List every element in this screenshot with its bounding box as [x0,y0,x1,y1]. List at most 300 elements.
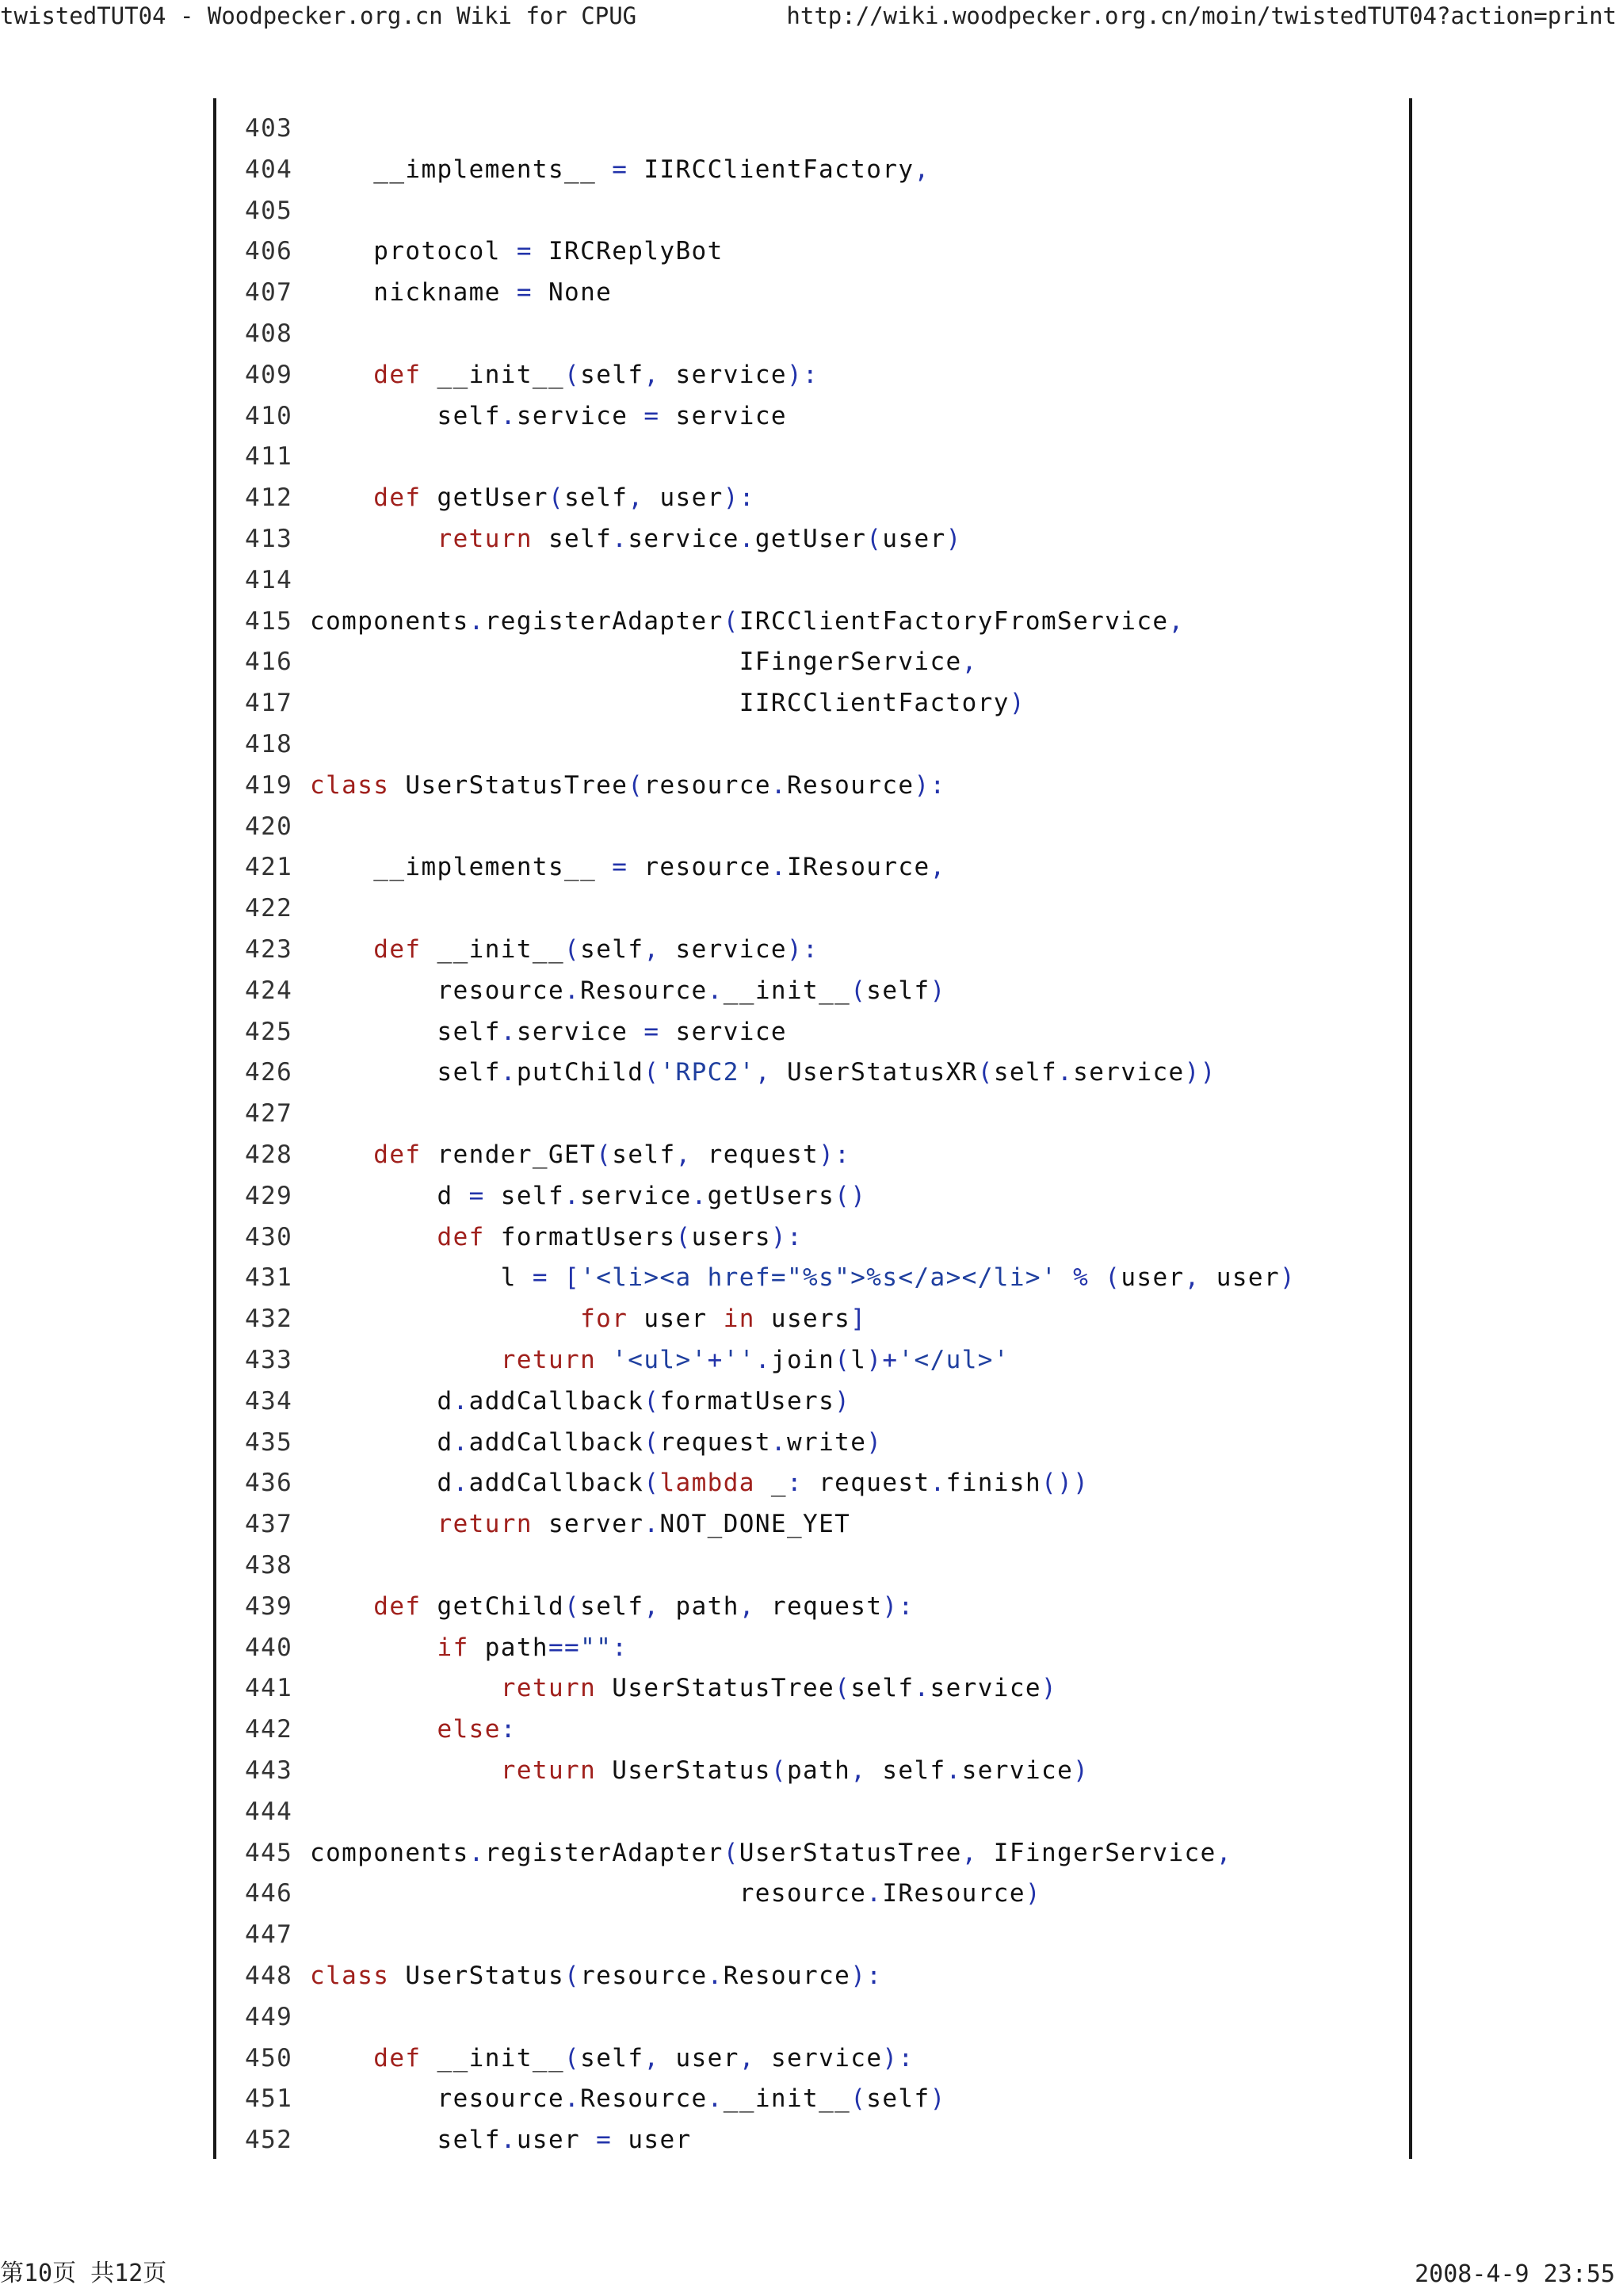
code-token: self [310,401,501,430]
code-token [1089,1263,1105,1292]
line-number: 406 [245,237,293,266]
code-token: ( [596,1140,613,1169]
page-header-url: http://wiki.woodpecker.org.cn/moin/twistedTUT04?action=print [786,2,1617,29]
code-token: "" [580,1633,613,1662]
line-number: 430 [245,1222,293,1251]
code-token: IRCReplyBot [532,237,724,266]
code-token: . [945,1756,962,1785]
code-token: , [643,2043,660,2073]
code-token: ) [1025,1879,1041,1908]
code-token: . [453,1469,469,1498]
code-token: components [310,606,469,636]
line-number: 425 [245,1017,293,1046]
line-number: 452 [245,2126,293,2155]
code-token: __implements__ [310,853,613,882]
page-footer-pagination: 第10页 共12页 [0,2260,167,2287]
code-token: class [310,1962,390,1990]
code-token: = [468,1181,485,1210]
code-token: ( [548,483,565,513]
code-token: user [1200,1263,1281,1293]
code-token: ( [834,1674,851,1703]
code-token [310,1140,373,1169]
code-token: _ [754,1469,787,1498]
code-token: resource [580,1962,708,1990]
code-line [245,272,612,313]
code-token: __init__ [421,360,565,389]
code-token: . [770,853,787,882]
code-line [245,1503,850,1545]
code-token: ) [1280,1263,1296,1293]
code-line [245,970,946,1011]
code-token: )+ [866,1346,899,1374]
code-line [245,149,930,190]
code-line [245,108,310,149]
code-token: . [691,1181,708,1210]
code-token: user [628,1305,724,1334]
code-line [245,765,946,806]
code-token: ): [914,770,946,800]
code-token: 'RPC2' [659,1058,755,1087]
code-token: . [770,770,787,800]
line-number: 451 [245,2084,293,2114]
code-line [245,641,978,682]
code-line [245,1832,1232,1874]
code-token: . [564,1181,581,1210]
code-token: server [532,1510,644,1539]
code-token: service [659,935,787,964]
line-number: 403 [245,114,293,143]
code-token: , [643,1591,660,1621]
code-token: ( [850,2084,867,2114]
code-token: ( [977,1058,994,1087]
line-number: 444 [245,1797,293,1826]
page-header-title: twistedTUT04 - Woodpecker.org.cn Wiki for CPUG [0,2,637,29]
code-line [245,1175,866,1217]
code-token: d [310,1386,453,1415]
code-token: , [1216,1838,1232,1867]
code-line [245,1052,1216,1093]
code-token: registerAdapter [484,1838,724,1867]
line-number: 448 [245,1962,293,1990]
code-token: ) [930,976,946,1005]
code-token [310,935,373,964]
code-token: '<ul>' [612,1346,708,1374]
code-token: ( [564,2043,581,2073]
code-token: ( [770,1756,787,1785]
line-number: 435 [245,1427,293,1457]
code-token [310,525,437,553]
code-token: . [930,1469,946,1498]
code-token [310,1592,373,1621]
code-token: self [564,483,628,513]
line-number: 450 [245,2043,293,2073]
code-token: ): [786,360,819,389]
code-token: : [786,1469,804,1498]
line-number: 423 [245,935,293,964]
line-number: 427 [245,1099,293,1129]
code-token: user [659,2043,739,2073]
code-token: ] [850,1305,867,1334]
code-token: '' [723,1346,755,1374]
code-token: def [373,483,422,513]
code-token: path [659,1591,739,1621]
code-token: , [739,2043,755,2073]
code-token: . [500,1058,517,1087]
code-token: . [770,1427,787,1457]
code-token: IFingerService [977,1838,1216,1867]
code-token: resource [643,770,771,800]
code-line [245,1914,310,1955]
code-token: service [930,1674,1041,1703]
line-number: 428 [245,1140,293,1169]
code-token: def [373,1591,422,1621]
code-token: getUser [421,483,548,513]
code-token: = [532,1263,548,1293]
code-token: def [373,360,422,389]
code-token: UserStatusTree [389,770,628,800]
line-number: 433 [245,1346,293,1374]
code-token [310,1633,437,1662]
code-token: UserStatusXR [770,1058,978,1087]
code-token: ): [786,935,819,964]
code-line [245,1339,1010,1381]
line-number: 438 [245,1551,293,1580]
code-line [245,1791,310,1832]
code-token: ( [628,770,644,800]
code-token: NOT_DONE_YET [659,1510,851,1539]
code-line [245,888,310,929]
line-number: 422 [245,894,293,923]
code-line [245,518,962,560]
line-number: 407 [245,278,293,308]
code-token: = [612,155,628,184]
line-number: 426 [245,1058,293,1087]
code-token: __init__ [723,2084,851,2114]
code-token: protocol [310,237,517,266]
code-line [245,846,946,888]
code-token: nickname [310,278,517,308]
code-token: IResource [786,853,930,882]
code-token: class [310,770,390,800]
code-token: __init__ [421,935,565,964]
line-number: 410 [245,401,293,430]
line-number: 442 [245,1715,293,1744]
code-token: . [739,525,755,553]
code-line [245,1011,787,1052]
code-token: , [643,935,660,964]
code-token: def [437,1222,485,1251]
code-token: l [310,1263,533,1293]
code-line [245,1873,1041,1914]
code-token: __init__ [421,2043,565,2073]
code-token: : [612,1633,628,1662]
code-token: ) [945,525,962,553]
code-line [245,2038,915,2079]
line-number: 416 [245,648,293,677]
code-token: getChild [421,1591,565,1621]
code-token: IResource [882,1879,1025,1908]
code-token: formatUsers [484,1222,676,1251]
page-footer-timestamp: 2008-4-9 23:55 [1415,2260,1615,2288]
code-token: service [1073,1058,1185,1087]
line-number: 414 [245,565,293,594]
code-token: getUser [754,525,867,553]
code-token: self [850,1674,915,1703]
code-token: return [500,1674,597,1703]
code-line [245,190,310,231]
code-token: path [468,1633,548,1662]
code-token: , [754,1058,771,1087]
code-token: ( [866,525,883,553]
code-token: user [882,525,946,553]
code-token: service [961,1756,1074,1785]
code-token: d [310,1469,453,1498]
code-token [310,1715,437,1744]
code-token: resource [310,2084,565,2114]
code-token: users [691,1222,771,1251]
code-token: d [310,1181,469,1210]
code-token: return [437,1510,533,1539]
code-token: self [310,1058,501,1087]
code-token: . [500,2126,517,2155]
code-token: service [580,1181,692,1210]
code-token: return [500,1756,597,1785]
line-number: 420 [245,812,293,841]
code-token: ( [723,606,739,636]
code-token: . [500,1017,517,1046]
code-token: return [500,1346,597,1374]
code-token: resource [310,1879,867,1908]
code-token [310,1510,437,1538]
code-token: user [516,2126,597,2155]
code-token: return [437,525,533,553]
code-token: ) [1041,1674,1058,1703]
code-token: in [723,1305,755,1334]
code-token: '</ul>' [898,1346,1010,1374]
code-token: None [532,278,613,308]
code-token: ): [850,1962,883,1990]
code-line [245,806,310,847]
code-token: l [850,1346,867,1374]
line-number: 415 [245,606,293,636]
code-token: ) [1073,1756,1090,1785]
code-line [245,1257,1296,1298]
code-token: putChild [516,1058,644,1087]
line-number: 424 [245,976,293,1005]
code-token: = [516,237,533,266]
code-token: ) [866,1427,883,1457]
code-token: . [468,606,485,636]
code-line [245,560,310,601]
code-token: service [516,1017,644,1046]
code-line [245,682,1025,724]
code-token: self [310,1017,501,1046]
line-number: 431 [245,1263,293,1293]
code-token [548,1263,564,1292]
code-token: user [612,2126,692,2155]
code-token [310,1305,580,1333]
code-token: , [643,360,660,389]
code-token: service [516,401,644,430]
code-token: , [1168,606,1185,636]
code-token: service [659,401,787,430]
code-token: . [643,1510,660,1539]
code-token: . [453,1427,469,1457]
code-token: % [1073,1263,1090,1293]
code-token: UserStatusTree [739,1838,962,1867]
code-token: = [516,278,533,308]
code-token: . [500,401,517,430]
code-token: IIRCClientFactory [310,689,1010,718]
code-token: Resource [723,1962,851,1990]
code-token: . [564,2084,581,2114]
code-token: if [437,1633,469,1662]
code-token: ( [564,935,581,964]
code-token: . [707,2084,724,2114]
code-token: self [580,2043,644,2073]
code-token: IIRCClientFactory [628,155,915,184]
code-token: = [643,401,660,430]
code-token: ( [643,1386,660,1415]
code-token: ( [564,1591,581,1621]
code-token: ) [1009,689,1025,718]
code-token: self [612,1140,676,1169]
line-number: 436 [245,1469,293,1498]
code-token: for [580,1305,628,1334]
code-token: ( [643,1058,660,1087]
code-token: resource [310,976,565,1005]
code-token: self [866,2084,930,2114]
code-token: UserStatus [389,1962,565,1990]
code-token: d [310,1427,453,1457]
code-token: request [803,1469,930,1498]
code-token: service [659,360,787,389]
line-number: 432 [245,1305,293,1334]
code-line [245,1381,850,1422]
code-token: ): [723,483,755,513]
line-number: 408 [245,319,293,348]
line-number: 434 [245,1386,293,1415]
code-token: . [707,1962,724,1990]
code-line [245,724,310,765]
code-line [245,1750,1089,1791]
code-block [213,98,1412,2159]
code-token: [ [564,1263,581,1293]
line-number: 404 [245,155,293,184]
code-token: getUsers [707,1181,835,1210]
code-token: service [628,525,739,553]
code-token: resource [628,853,771,882]
code-token: ( [850,976,867,1005]
code-line [245,2119,692,2160]
code-token: __implements__ [310,155,613,184]
code-token [310,483,373,512]
code-line [245,477,755,518]
code-token: , [1184,1263,1201,1293]
code-token: ( [1105,1263,1121,1293]
code-token: self [580,360,644,389]
code-token: ): [882,1591,915,1621]
code-token [310,361,373,389]
line-number: 411 [245,442,293,472]
code-token: Resource [786,770,915,800]
code-token: addCallback [468,1427,644,1457]
code-token: self [866,1756,946,1785]
line-number: 437 [245,1510,293,1539]
code-line [245,1668,1057,1709]
code-token: def [373,2043,422,2073]
code-token: else [437,1715,501,1744]
line-number: 412 [245,483,293,513]
code-token: , [850,1756,867,1785]
code-token: ( [723,1838,739,1867]
code-token: request [691,1140,819,1169]
code-token: user [1121,1263,1185,1293]
code-token: service [754,2043,883,2073]
code-line [245,1298,866,1339]
code-line [245,1422,882,1463]
code-token: : [500,1715,517,1744]
code-token: join [770,1346,835,1374]
code-token: Resource [580,976,708,1005]
code-token: . [754,1346,771,1374]
code-token [1057,1263,1073,1292]
code-token: request [659,1427,771,1457]
code-token: . [914,1674,930,1703]
code-line [245,2078,946,2119]
code-token: , [628,483,644,513]
code-token: )) [1184,1058,1216,1087]
code-token [310,1223,437,1251]
line-number: 417 [245,689,293,718]
code-line [245,1093,310,1134]
code-line [245,395,787,437]
code-token: IRCClientFactoryFromService [739,606,1169,636]
code-token: __init__ [723,976,851,1005]
code-token: self [532,525,613,553]
line-number: 446 [245,1879,293,1908]
code-token: , [739,1591,755,1621]
code-token: UserStatus [596,1756,771,1785]
code-token: users [754,1305,851,1334]
code-token [310,1346,501,1374]
code-token: self [580,935,644,964]
code-line [245,1955,882,1996]
code-token: . [564,976,581,1005]
code-token: service [659,1017,787,1046]
code-line [245,1134,850,1175]
line-number: 405 [245,196,293,225]
line-number: 429 [245,1181,293,1210]
code-token: . [1057,1058,1074,1087]
code-token: . [468,1838,485,1867]
code-line [245,1545,310,1586]
code-line [245,1217,803,1258]
code-token: UserStatusTree [596,1674,835,1703]
code-token: ): [819,1140,851,1169]
line-number: 413 [245,525,293,553]
code-line [245,1462,1089,1503]
code-token: , [930,853,946,882]
code-token [310,1756,501,1785]
code-token: request [754,1591,883,1621]
line-number: 409 [245,360,293,389]
code-token: . [707,976,724,1005]
code-token: ): [882,2043,915,2073]
line-number: 443 [245,1756,293,1785]
code-token [310,1674,501,1702]
code-token: user [643,483,724,513]
